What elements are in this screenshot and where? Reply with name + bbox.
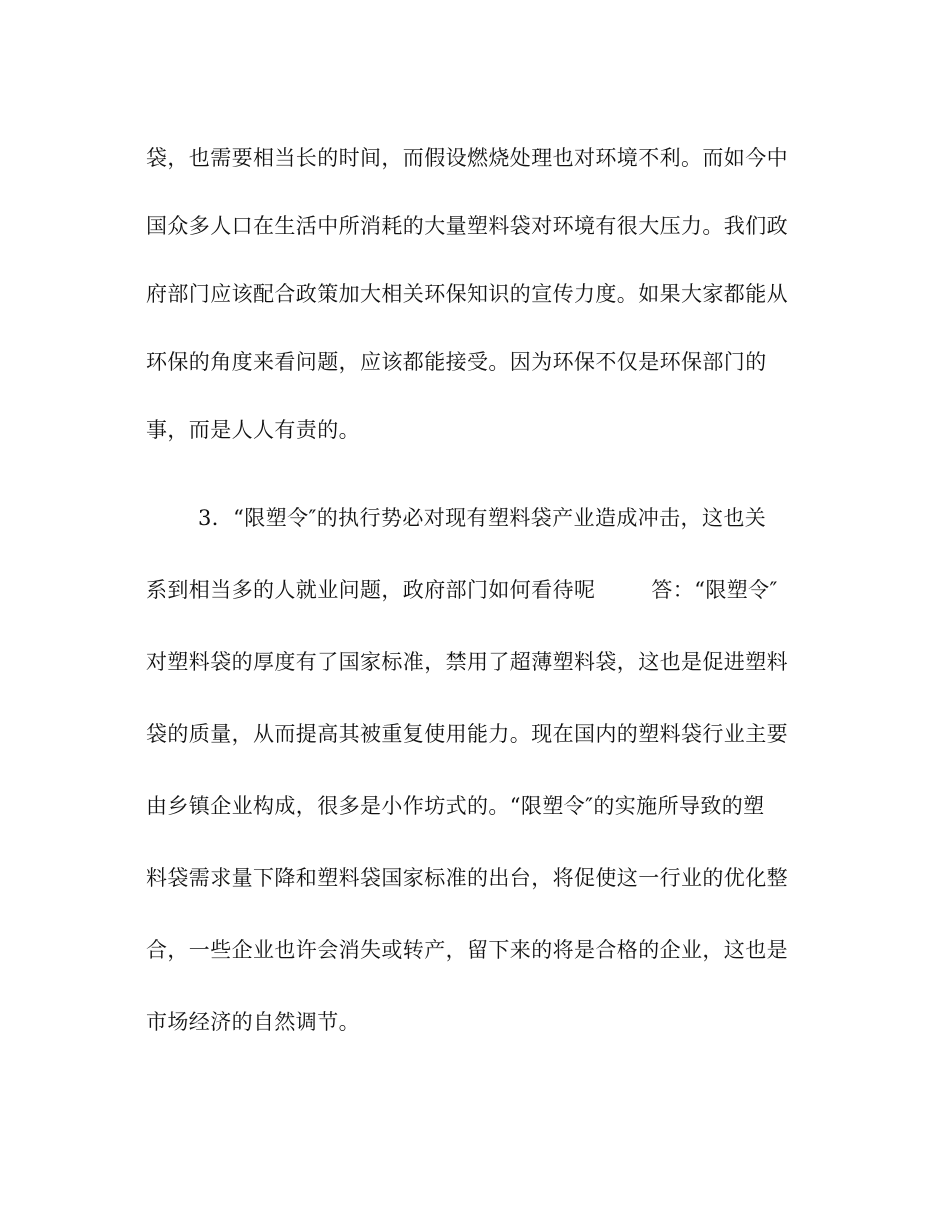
text-line-10: 由乡镇企业构成，很多是小作坊式的。“限塑令″的实施所导致的塑 <box>146 794 765 818</box>
text-line-13: 市场经济的自然调节。 <box>146 1010 360 1034</box>
text-line-1: 袋，也需要相当长的时间，而假设燃烧处理也对环境不利。而如今中 <box>146 146 788 170</box>
text-line-12: 合，一些企业也许会消失或转产，留下来的将是合格的企业，这也是 <box>146 938 788 962</box>
text-line-2: 国众多人口在生活中所消耗的大量塑料袋对环境有很大压力。我们政 <box>146 214 788 238</box>
text-line-4: 环保的角度来看问题，应该都能接受。因为环保不仅是环保部门的 <box>146 350 767 374</box>
text-line-9: 袋的质量，从而提高其被重复使用能力。现在国内的塑料袋行业主要 <box>146 722 788 746</box>
text-line-3: 府部门应该配合政策加大相关环保知识的宣传力度。如果大家都能从 <box>146 282 788 306</box>
text-line-7 <box>146 574 778 606</box>
text-line-5: 事，而是人人有责的。 <box>146 418 360 442</box>
text-line-11: 料袋需求量下降和塑料袋国家标准的出台，将促使这一行业的优化整 <box>146 866 788 890</box>
answer-lead: 答：“限塑令″ <box>651 578 778 602</box>
text-line-8: 对塑料袋的厚度有了国家标准，禁用了超薄塑料袋，这也是促进塑料 <box>146 650 788 674</box>
text-line-6: 3．“限塑令″的执行势必对现有塑料袋产业造成冲击，这也关 <box>198 506 767 530</box>
question-text: 系到相当多的人就业问题，政府部门如何看待呢 <box>146 578 596 602</box>
